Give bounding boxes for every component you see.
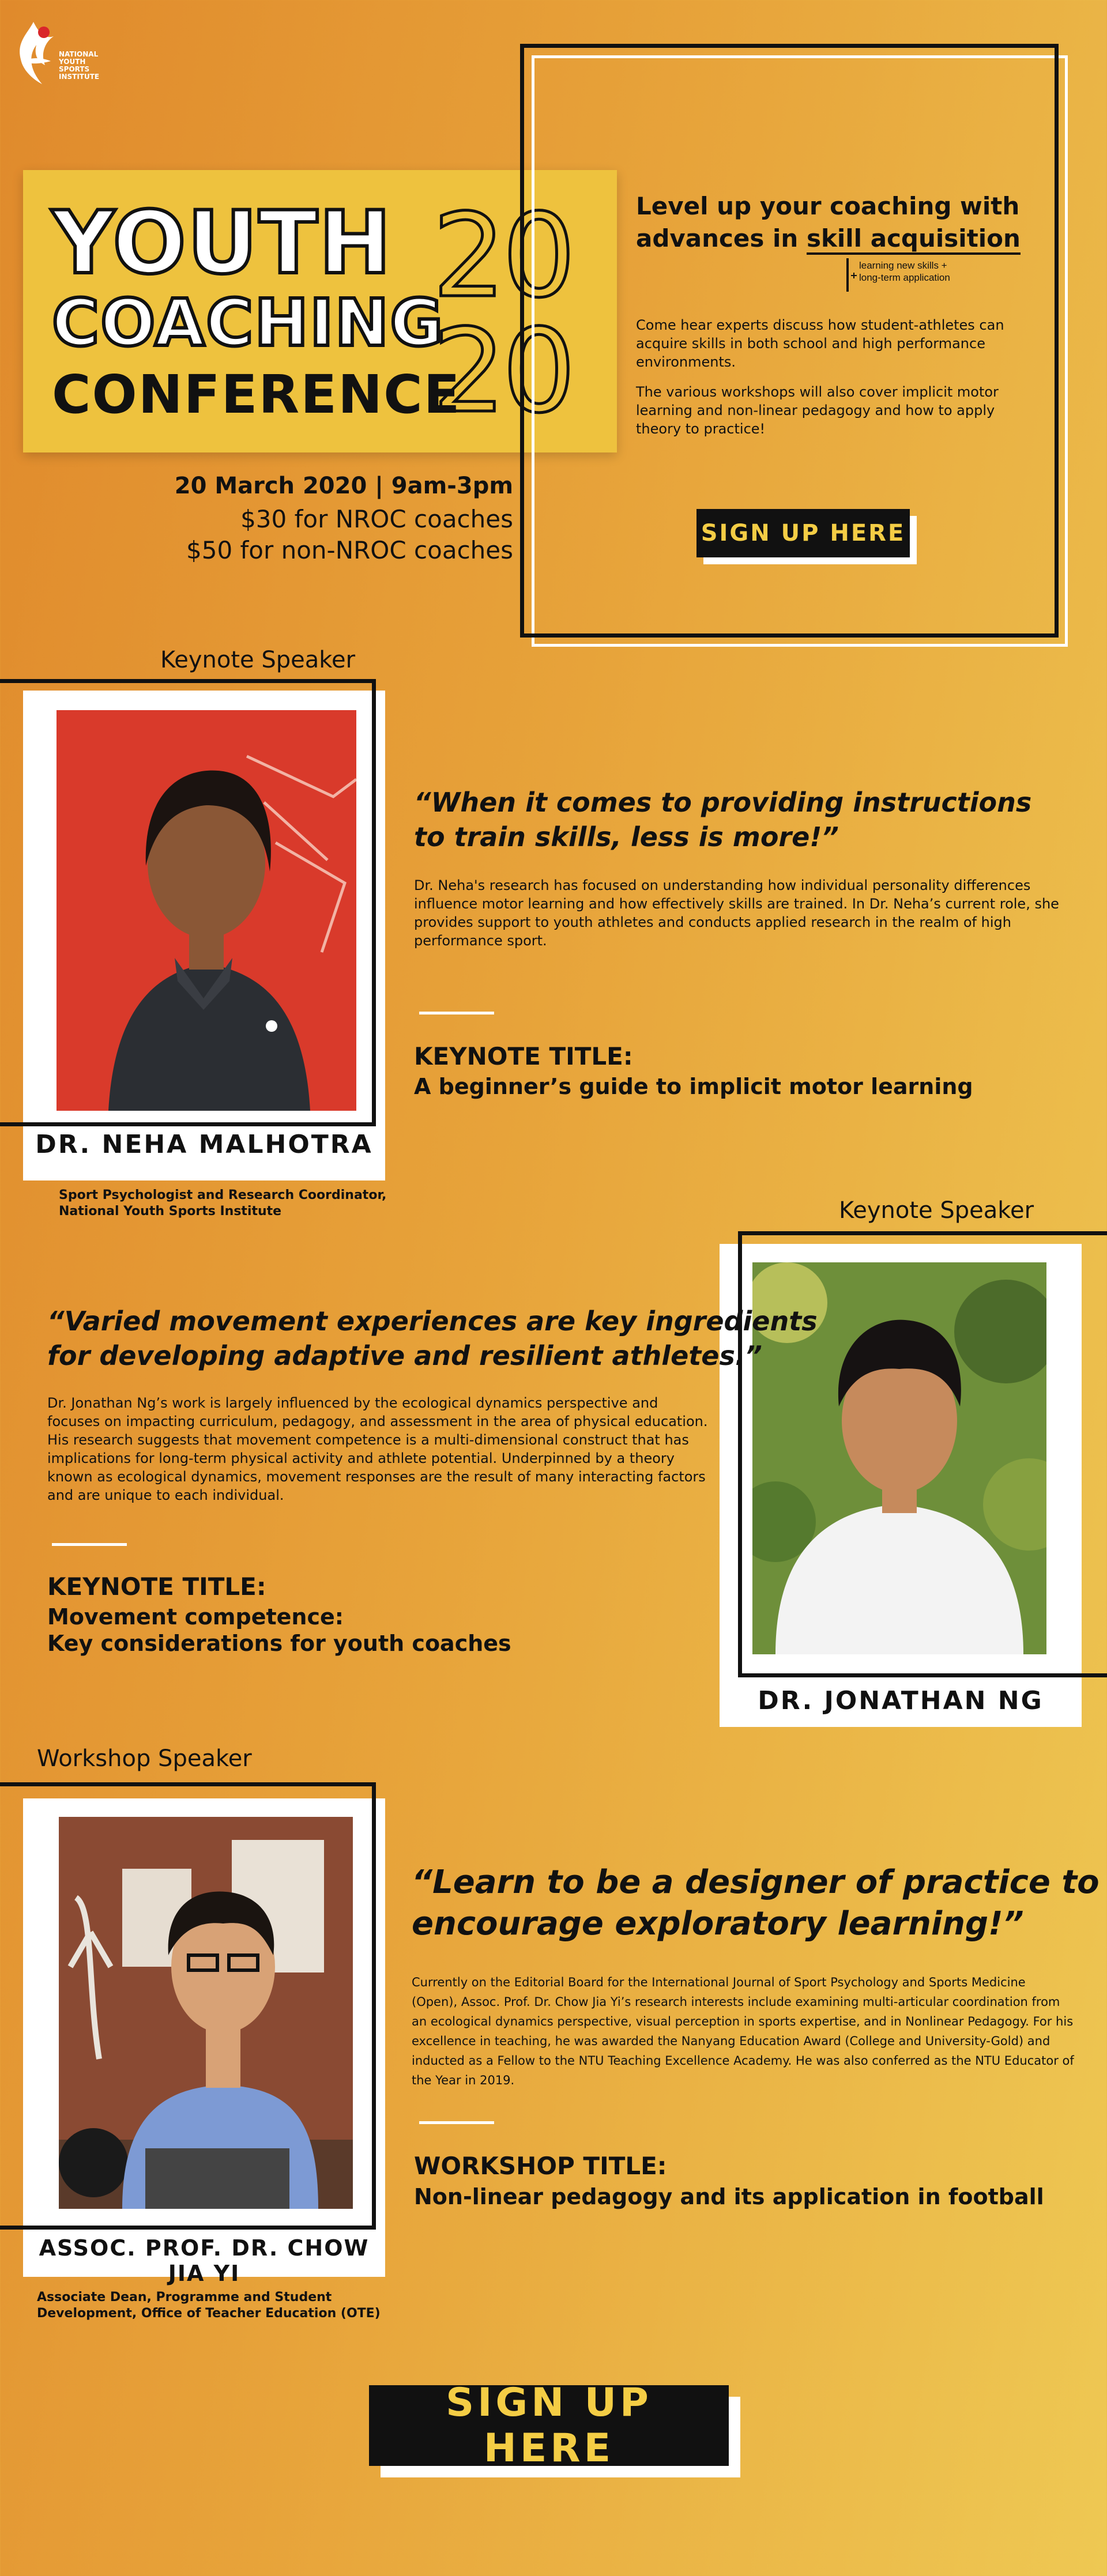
speaker-3-name: ASSOC. PROF. DR. CHOW JIA YI — [39, 2235, 370, 2286]
speaker-2-name: DR. JONATHAN NG — [758, 1686, 1044, 1715]
intro-heading-text: Level up your coaching with advances in — [636, 192, 1020, 252]
speaker-3-bio: Currently on the Editorial Board for the International Journal of Sport Psychology and Sports Medicine (Open), Assoc. Prof. Dr. Chow Jia Yi’s research interests include examining multi-articular coordination from an ecological dynamics perspective, visual perception in sports expertise, and in Nonlinear Pedagogy. For his excellence in teaching, he was awarded the Nanyang Education Award (College and University-Gold) and inducted as a Fellow to the NTU Teaching Excellence Academy. He was also conferred as the NTU Educator of the Year in 2019. — [412, 1975, 1074, 2087]
speaker-2-title-label: KEYNOTE TITLE: — [47, 1572, 266, 1601]
speaker-1-title-value: A beginner’s guide to implicit motor learning — [414, 1074, 973, 1099]
nysi-logo — [10, 16, 100, 91]
flame-logo-icon — [10, 16, 62, 91]
year-bottom: 20 — [432, 304, 573, 439]
intro-para-1: Come hear experts discuss how student-athletes can acquire skills in both school and high performance environments. — [636, 317, 1004, 370]
speaker-3-quote: “Learn to be a designer of practice to encourage exploratory learning!” — [412, 1864, 1100, 1943]
speaker-1-dash — [419, 1012, 494, 1014]
event-info — [138, 473, 513, 566]
sign-up-button-bottom[interactable]: SIGN UP HERE — [369, 2385, 729, 2466]
sign-up-button-top[interactable]: SIGN UP HERE — [696, 509, 910, 557]
speaker-2-title-value: Movement competence: Key considerations for youth coaches — [47, 1604, 511, 1656]
speaker-2-role: Keynote Speaker — [839, 1197, 1034, 1224]
speaker-1-bio: Dr. Neha's research has focused on understanding how individual personality differences influence motor learning and how effectively skills are trained. In Dr. Neha’s current role, she provides support to youth athletes and conducts applied research in the realm of high performance sport. — [414, 877, 1059, 949]
speaker-3-title-label: WORKSHOP TITLE: — [414, 2152, 667, 2180]
speaker-3-role: Workshop Speaker — [37, 1745, 252, 1772]
title-line-coaching: COACHING — [52, 286, 445, 361]
speaker-3-affiliation: Associate Dean, Programme and Student Development, Office of Teacher Education (OTE) — [37, 2290, 381, 2321]
logo-text: NATIONAL YOUTH SPORTS INSTITUTE — [59, 50, 100, 81]
year-top: 20 — [432, 189, 573, 323]
title-line-youth: YOUTH — [52, 193, 393, 293]
price-non-nroc: $50 for non-NROC coaches — [186, 536, 513, 564]
note-divider — [846, 258, 849, 292]
event-date: 20 March 2020 | 9am-3pm — [174, 473, 513, 499]
speaker-2-dash — [52, 1543, 127, 1546]
speaker-2-frame — [738, 1231, 1107, 1677]
speaker-1-frame — [0, 679, 376, 1126]
plus-icon — [851, 271, 857, 277]
speaker-2-quote: “Varied movement experiences are key ingredients for developing adaptive and resilient athletes.” — [47, 1306, 818, 1371]
speaker-1-name: DR. NEHA MALHOTRA — [35, 1130, 373, 1159]
intro-para-2: The various workshops will also cover implicit motor learning and non-linear pedagogy and how to apply theory to practice! — [636, 384, 999, 437]
title-line-conference: CONFERENCE — [52, 364, 461, 425]
speaker-1-quote: “When it comes to providing instructions to train skills, less is more!” — [414, 787, 1032, 853]
speaker-3-frame — [0, 1782, 376, 2230]
speaker-1-role: Keynote Speaker — [160, 647, 356, 673]
speaker-1-affiliation: Sport Psychologist and Research Coordinator, National Youth Sports Institute — [59, 1188, 387, 1219]
intro-heading — [636, 190, 1040, 255]
speaker-1-title-label: KEYNOTE TITLE: — [414, 1042, 633, 1070]
intro-note: learning new skills + long-term application — [859, 260, 950, 283]
intro-heading-highlight: skill acquisition — [807, 224, 1021, 255]
speaker-3-dash — [419, 2121, 494, 2124]
speaker-3-title-value: Non-linear pedagogy and its application in football — [414, 2184, 1044, 2209]
price-nroc: $30 for NROC coaches — [240, 505, 513, 533]
speaker-2-bio: Dr. Jonathan Ng’s work is largely influenced by the ecological dynamics perspective and focuses on impacting curriculum, pedagogy, and assessment in the area of physical education. His research suggests that movement competence is a multi-dimensional construct that has implications for long-term physical activity and athlete potential. Underpinned by a theory known as ecological dynamics, movement responses are the result of many interacting factors and are unique to each individual. — [47, 1395, 708, 1503]
